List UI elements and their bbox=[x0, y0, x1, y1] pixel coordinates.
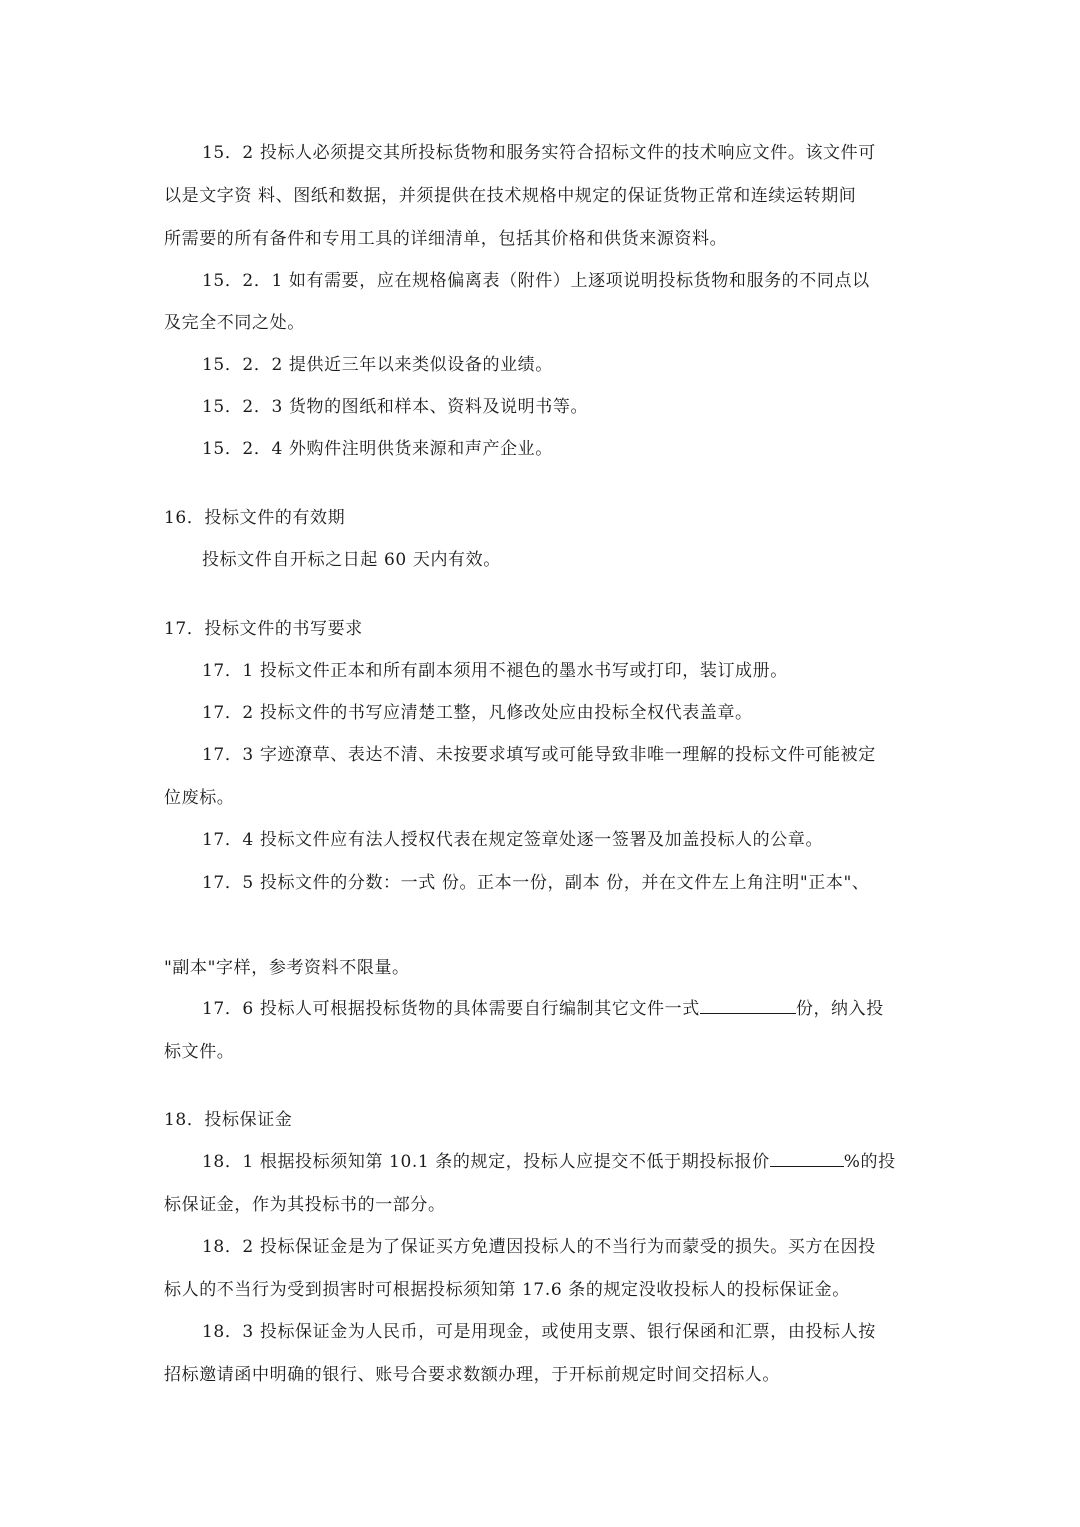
heading-16: 16．投标文件的有效期 bbox=[164, 508, 346, 528]
para-16-body: 投标文件自开标之日起 60 天内有效。 bbox=[202, 550, 501, 570]
para-15-2-4: 15．2．4 外购件注明供货来源和声产企业。 bbox=[202, 439, 553, 459]
para-18-1-line-2: 标保证金，作为其投标书的一部分。 bbox=[164, 1195, 446, 1215]
para-18-3-line-2: 招标邀请函中明确的银行、账号合要求数额办理，于开标前规定时间交招标人。 bbox=[164, 1365, 780, 1385]
para-17-6-line-1 bbox=[202, 997, 962, 1021]
para-18-2-line-1: 18．2 投标保证金是为了保证买方免遭因投标人的不当行为而蒙受的损失。买方在因投 bbox=[202, 1237, 876, 1257]
para-17-5-line-1: 17．5 投标文件的分数：一式 份。正本一份，副本 份，并在文件左上角注明"正本"、 bbox=[202, 873, 870, 893]
para-17-6-line-2: 标文件。 bbox=[164, 1042, 235, 1062]
para-18-2-line-2: 标人的不当行为受到损害时可根据投标须知第 17.6 条的规定没收投标人的投标保证金。 bbox=[164, 1280, 850, 1300]
para-15-2-line-2: 以是文字资 料、图纸和数据，并须提供在技术规格中规定的保证货物正常和连续运转期间 bbox=[164, 186, 857, 206]
heading-17: 17．投标文件的书写要求 bbox=[164, 619, 363, 639]
para-17-6-text: 17．6 投标人可根据投标货物的具体需要自行编制其它文件一式 bbox=[202, 999, 700, 1019]
para-17-2: 17．2 投标文件的书写应清楚工整，凡修改处应由投标全权代表盖章。 bbox=[202, 703, 753, 723]
para-15-2-1-line-2: 及完全不同之处。 bbox=[164, 313, 305, 333]
percentage-blank bbox=[770, 1150, 844, 1167]
para-18-1-line-1 bbox=[202, 1150, 962, 1174]
para-17-3-line-1: 17．3 字迹潦草、表达不清、未按要求填写或可能导致非唯一理解的投标文件可能被定 bbox=[202, 745, 876, 765]
para-15-2-line-1: 15．2 投标人必须提交其所投标货物和服务实符合招标文件的技术响应文件。该文件可 bbox=[202, 143, 876, 163]
para-18-1-text: 18．1 根据投标须知第 10.1 条的规定，投标人应提交不低于期投标报价 bbox=[202, 1152, 770, 1172]
para-18-3-line-1: 18．3 投标保证金为人民币，可是用现金，或使用支票、银行保函和汇票，由投标人按 bbox=[202, 1322, 876, 1342]
para-17-6-suffix: 份，纳入投 bbox=[795, 999, 884, 1019]
para-15-2-1-line-1: 15．2．1 如有需要，应在规格偏离表（附件）上逐项说明投标货物和服务的不同点以 bbox=[202, 271, 870, 291]
para-18-1-suffix: %的投 bbox=[843, 1152, 896, 1172]
para-15-2-3: 15．2．3 货物的图纸和样本、资料及说明书等。 bbox=[202, 397, 589, 417]
heading-18: 18．投标保证金 bbox=[164, 1110, 293, 1130]
para-17-3-line-2: 位废标。 bbox=[164, 788, 235, 808]
para-17-4: 17．4 投标文件应有法人授权代表在规定签章处逐一签署及加盖投标人的公章。 bbox=[202, 830, 824, 850]
copies-blank bbox=[700, 997, 796, 1014]
para-15-2-2: 15．2．2 提供近三年以来类似设备的业绩。 bbox=[202, 355, 553, 375]
para-17-5-line-2: "副本"字样，参考资料不限量。 bbox=[164, 958, 410, 978]
para-15-2-line-3: 所需要的所有备件和专用工具的详细清单，包括其价格和供货来源资料。 bbox=[164, 229, 728, 249]
para-17-1: 17．1 投标文件正本和所有副本须用不褪色的墨水书写或打印，装订成册。 bbox=[202, 661, 788, 681]
